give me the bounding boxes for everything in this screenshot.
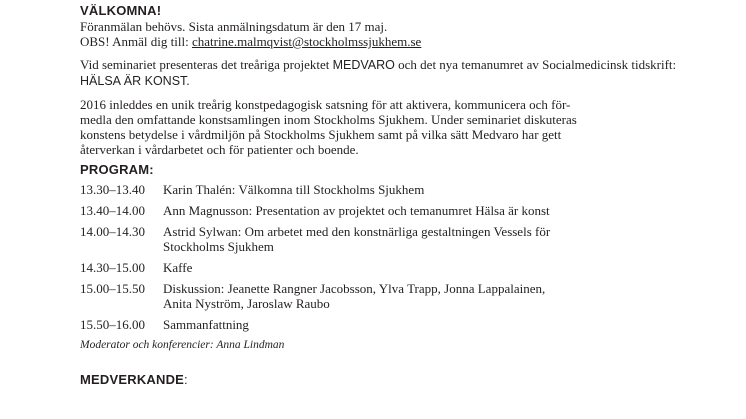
- program-description-line: Stockholms Sjukhem: [163, 239, 274, 254]
- program-time: 13.40–14.00: [80, 203, 145, 218]
- program-description-line: Ann Magnusson: Presentation av projektet och temanumret Hälsa är konst: [163, 203, 550, 218]
- program-row: [80, 203, 710, 218]
- intro-paragraph: [80, 57, 710, 89]
- registration-contact: [80, 34, 710, 49]
- moderator-note: Moderator och konferencier: Anna Lindman: [80, 339, 285, 351]
- program-description: [163, 224, 710, 254]
- program-row: [80, 281, 710, 311]
- program-description: [163, 317, 710, 332]
- program-time: 15.50–16.00: [80, 317, 145, 332]
- program-description-line: Karin Thalén: Välkomna till Stockholms Sjukhem: [163, 182, 425, 197]
- program-time: 14.00–14.30: [80, 224, 145, 239]
- program-time: 14.30–15.00: [80, 260, 145, 275]
- issue-title: HÄLSA ÄR KONST.: [80, 74, 190, 88]
- participants-heading-text: MEDVERKANDE: [80, 372, 185, 387]
- program-description-line: Diskussion: Jeanette Rangner Jacobsson, Ylva Trapp, Jonna Lappalainen,: [163, 281, 546, 296]
- description-paragraph: [80, 97, 710, 157]
- program-row: [80, 260, 710, 275]
- program-row: [80, 224, 710, 254]
- program-description-line: Kaffe: [163, 260, 193, 275]
- participants-heading: [80, 372, 710, 388]
- description-line: medla den omfattande konstsamlingen inom Stockholms Sjukhem. Under seminariet diskuteras: [80, 112, 577, 127]
- participants-heading-colon: :: [184, 372, 188, 387]
- program-row: [80, 317, 710, 332]
- program-description-line: Astrid Sylwan: Om arbetet med den konstnärliga gestaltningen Vessels för: [163, 224, 551, 239]
- program-description-line: Sammanfattning: [163, 317, 249, 332]
- program-description: [163, 203, 710, 218]
- program-schedule: [80, 182, 710, 332]
- program-description: [163, 281, 710, 311]
- project-name: MEDVARO: [332, 58, 395, 72]
- program-time: 15.00–15.50: [80, 281, 145, 296]
- program-row: [80, 182, 710, 197]
- program-description-line: Anita Nyström, Jaroslaw Raubo: [163, 296, 330, 311]
- description-line: konstens betydelse i vårdmiljön på Stockholms Sjukhem samt på vilka sätt Medvaro har gett: [80, 127, 562, 142]
- program-heading: PROGRAM:: [80, 162, 154, 177]
- description-line: 2016 inleddes en unik treårig konstpedagogisk satsning för att aktivera, kommunicera och för-: [80, 97, 571, 112]
- program-description: [163, 260, 710, 275]
- program-description: [163, 182, 710, 197]
- description-line: återverkan i vårdarbetet och för patienter och boende.: [80, 142, 359, 157]
- welcome-heading: VÄLKOMNA!: [80, 3, 162, 18]
- program-time: 13.30–13.40: [80, 182, 145, 197]
- registration-contact-prefix: OBS! Anmäl dig till:: [80, 34, 192, 49]
- invitation-document: [80, 3, 710, 388]
- intro-text-2: och det nya temanumret av Socialmedicinsk tidskrift:: [394, 57, 677, 72]
- intro-text-1: Vid seminariet presenteras det treåriga projektet: [80, 57, 333, 72]
- registration-email-link[interactable]: chatrine.malmqvist@stockholmssjukhem.se: [191, 34, 422, 49]
- registration-note: Föranmälan behövs. Sista anmälningsdatum är den 17 maj.: [80, 19, 388, 34]
